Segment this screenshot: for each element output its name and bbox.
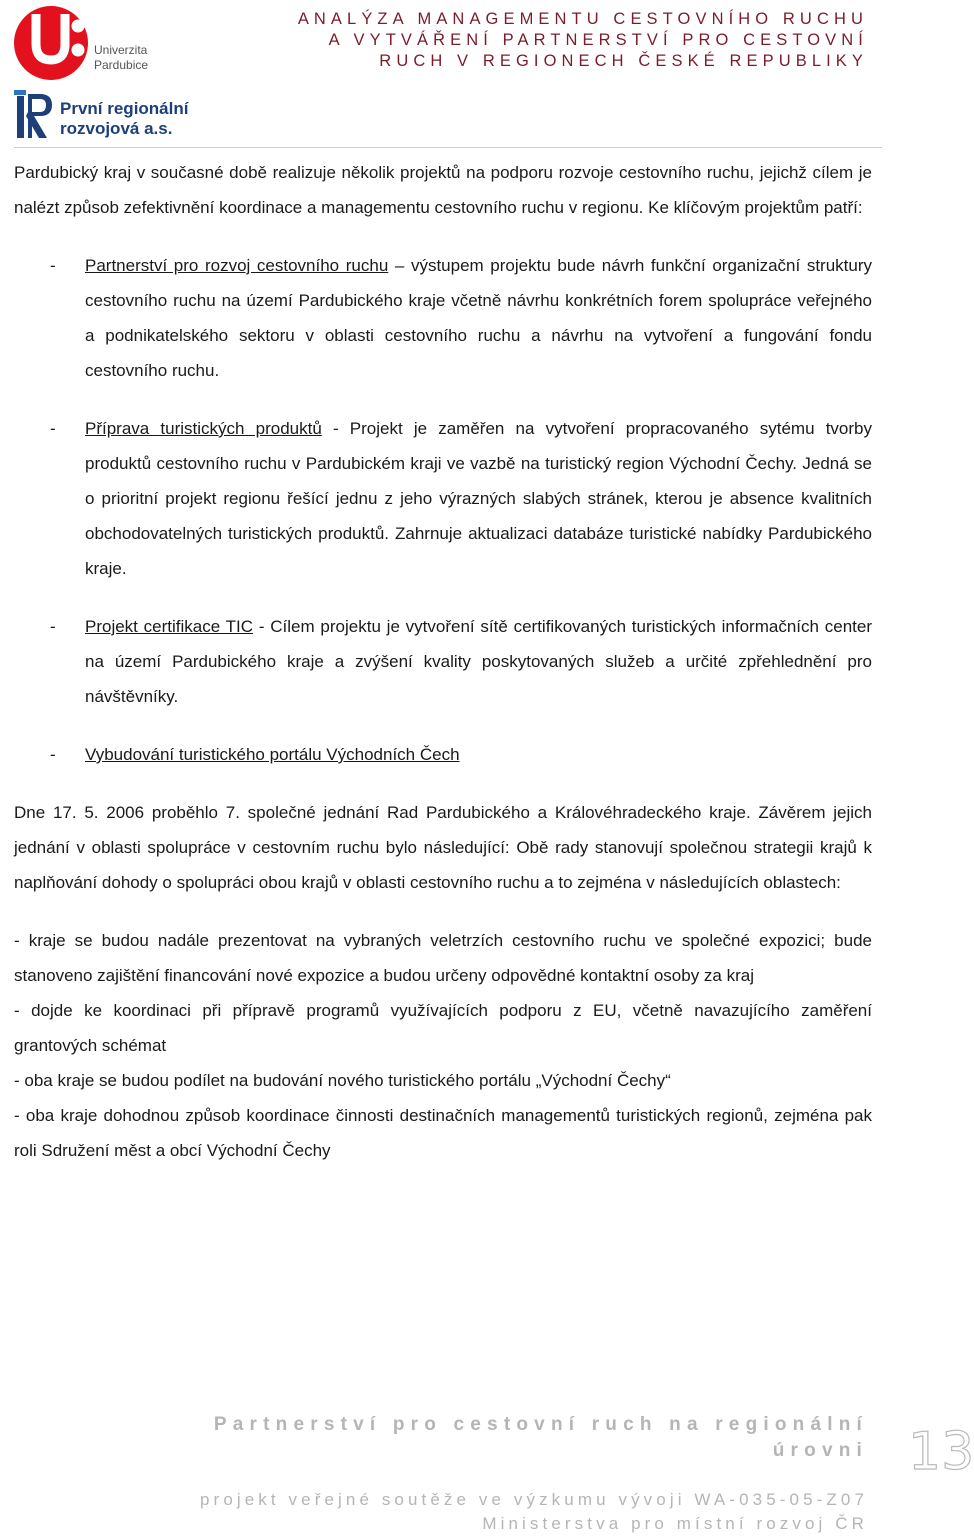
project-title: Příprava turistických produktů: [85, 419, 322, 438]
prr-logo-stem-left: [17, 96, 24, 138]
footer-grant-line: projekt veřejné soutěže ve výzkumu vývoji WA-035-05-Z07: [200, 1490, 868, 1509]
project-title: Projekt certifikace TIC: [85, 617, 254, 636]
prvni-regionalni-rozvojova-logo: [14, 90, 194, 142]
spacer: [14, 586, 872, 609]
project-item: [14, 248, 872, 388]
project-title: Vybudování turistického portálu Východních Čech: [85, 745, 460, 764]
upa-logo-circle: [14, 6, 88, 80]
bullet-dash: -: [50, 256, 56, 275]
document-body: [14, 155, 872, 1168]
prr-logo-line1: První regionální: [60, 99, 189, 118]
project-item: [14, 609, 872, 714]
bullet-dash: -: [50, 617, 56, 636]
bullet-dash: -: [50, 745, 56, 764]
conclusion-item: - dojde ke koordinaci při přípravě programů využívajících podporu z EU, včetně navazujícího zaměření grantových schémat: [14, 1001, 872, 1055]
footer-project-name: Partnerství pro cestovní ruch na regionální úrovni: [213, 1414, 868, 1461]
project-item: [14, 411, 872, 586]
prr-logo-r-mark: [26, 94, 52, 138]
spacer: [14, 900, 872, 923]
upa-logo-line2: Pardubice: [94, 58, 149, 72]
prr-logo-accent: [14, 90, 26, 95]
project-description: – výstupem projektu bude návrh funkční organizační struktury cestovního ruchu na území Pardubického kraje včetně návrhu konkrétních forem spolupráce veřejného a podnikatelského sektoru v oblasti cestovního ruchu a návrhu na vytvoření a fungování fondu cestovního ruchu.: [85, 256, 873, 380]
upa-logo-dot-top: [72, 20, 85, 33]
intro-paragraph: Pardubický kraj v současné době realizuje několik projektů na podporu rozvoje cestovního ruchu, jejichž cílem je nalézt způsob zefektivnění koordinace a managementu cestovního ruchu v regionu. Ke klíčovým projektům patří:: [14, 163, 872, 217]
page-number: 13: [908, 1422, 974, 1482]
project-item: [14, 737, 872, 772]
upa-logo-dot-bottom: [72, 44, 85, 57]
conclusion-item: - kraje se budou nadále prezentovat na vybraných veletrzích cestovního ruchu ve společné expozici; bude stanoveno zajištění financování nové expozice a budou určeny odpovědné kontaktní osoby za kraj: [14, 931, 872, 985]
spacer: [14, 772, 872, 795]
spacer: [14, 714, 872, 737]
header-title-line-3: RUCH V REGIONECH ČESKÉ REPUBLIKY: [379, 52, 868, 70]
univerzita-pardubice-logo: [14, 6, 164, 82]
header-title-line-1: ANALÝZA MANAGEMENTU CESTOVNÍHO RUCHU: [297, 10, 868, 28]
document-header-title: [298, 9, 868, 72]
conclusion-item: - oba kraje dohodnou způsob koordinace činnosti destinačních managementů turistických regionů, zejména pak roli Sdružení měst a obcí Východní Čechy: [14, 1106, 872, 1160]
spacer: [14, 225, 872, 248]
footer-project-info: [88, 1488, 868, 1536]
meeting-paragraph: Dne 17. 5. 2006 proběhlo 7. společné jednání Rad Pardubického a Královéhradeckého kraje. Závěrem jejich jednání v oblasti spolupráce v cestovním ruchu bylo následující: Obě rady stanovují společnou strategii krajů k naplňování dohody o spolupráci obou krajů v oblasti cestovního ruchu a to zejména v následujících oblastech:: [14, 803, 872, 892]
spacer: [14, 388, 872, 411]
header-divider: [14, 147, 882, 148]
conclusion-item: - oba kraje se budou podílet na budování nového turistického portálu „Východní Čechy“: [14, 1071, 671, 1090]
project-title: Partnerství pro rozvoj cestovního ruchu: [85, 256, 389, 275]
header-title-line-2: A VYTVÁŘENÍ PARTNERSTVÍ PRO CESTOVNÍ: [328, 31, 868, 49]
prr-logo-line2: rozvojová a.s.: [60, 119, 173, 138]
project-description: - Projekt je zaměřen na vytvoření propracovaného sytému tvorby produktů cestovního ruchu v Pardubickém kraji ve vazbě na turistický region Východní Čechy. Jedná se o prioritní projekt regionu řešící jednu z jeho výrazných slabých stránek, kterou je absence kvalitních obchodovatelných turistických produktů. Zahrnuje aktualizaci databáze turistické nabídky Pardubického kraje.: [85, 419, 872, 578]
project-description: - Cílem projektu je vytvoření sítě certifikovaných turistických informačních center na území Pardubického kraje a zvýšení kvality poskytovaných služeb a určité zpřehlednění pro návštěvníky.: [85, 617, 872, 706]
footer-ministry-line: Ministerstva pro místní rozvoj ČR: [482, 1514, 868, 1533]
upa-logo-line1: Univerzita: [94, 43, 148, 57]
bullet-dash: -: [50, 419, 56, 438]
